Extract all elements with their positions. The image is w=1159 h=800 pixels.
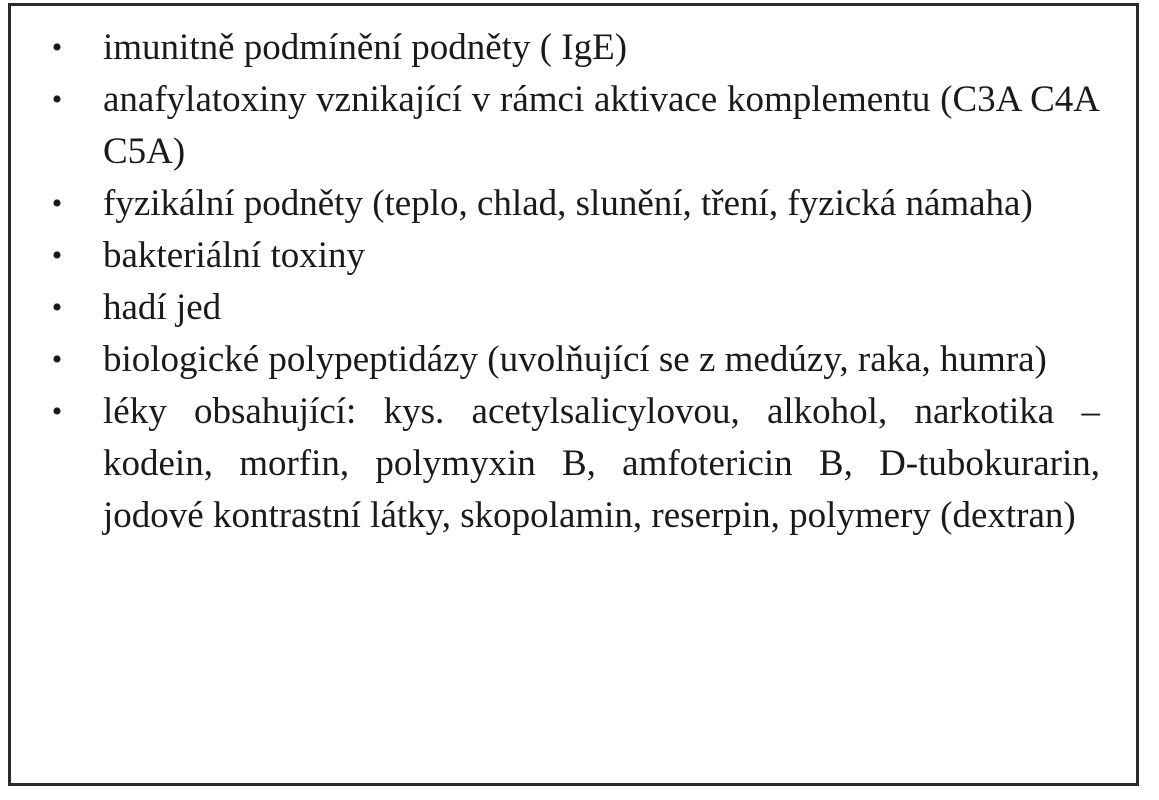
bullet-icon: •: [51, 187, 63, 220]
list-item-text: fyzikální podněty (teplo, chlad, slunění, tření, fyzická námaha): [103, 183, 1033, 224]
list-item-text: bakteriální toxiny: [103, 235, 366, 276]
bullet-list: [11, 22, 1136, 542]
bullet-icon: •: [51, 395, 63, 428]
list-item: [11, 22, 1136, 74]
list-item: [11, 386, 1136, 542]
list-item: [11, 178, 1136, 230]
list-item: [11, 334, 1136, 386]
list-item-text: biologické polypeptidázy (uvolňující se z medúzy, raka, humra): [103, 339, 1047, 380]
list-item: [11, 230, 1136, 282]
list-item-text: hadí jed: [103, 287, 222, 328]
list-item-text: imunitně podmínění podněty ( IgE): [103, 27, 628, 68]
list-item: [11, 282, 1136, 334]
bullet-icon: •: [51, 291, 63, 324]
list-item-text: léky obsahující: kys. acetylsalicylovou, alkohol, narkotika – kodein, morfin, polymyxin B, amfotericin B, D-tubokurarin, jodové kontrastní látky, skopolamin, reserpin, polymery (dextran): [103, 391, 1100, 536]
bullet-icon: •: [51, 343, 63, 376]
list-item: [11, 74, 1136, 178]
list-box: [8, 3, 1139, 786]
bullet-icon: •: [51, 83, 63, 116]
bullet-icon: •: [51, 239, 63, 272]
bullet-icon: •: [51, 31, 63, 64]
list-item-text: anafylatoxiny vznikající v rámci aktivace komplementu (C3A C4A C5A): [103, 79, 1100, 172]
